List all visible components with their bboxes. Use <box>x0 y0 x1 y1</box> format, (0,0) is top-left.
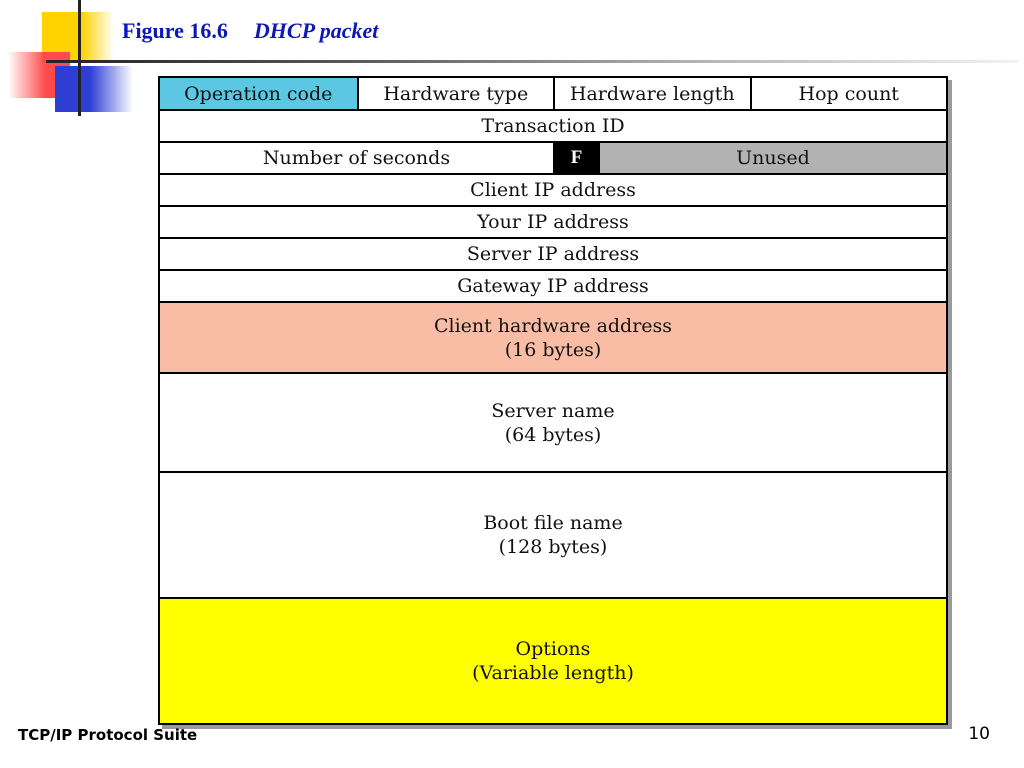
field-transaction-id: Transaction ID <box>481 115 625 137</box>
dhcp-packet-diagram <box>158 76 948 725</box>
packet-row-transaction-id <box>160 111 946 143</box>
field-your-ip-address: Your IP address <box>477 211 629 233</box>
client-hardware-address-size: (16 bytes) <box>504 338 602 361</box>
figure-number: Figure 16.6 <box>122 18 228 43</box>
field-operation-code: Operation code <box>160 78 357 109</box>
field-server-ip-address: Server IP address <box>466 243 640 265</box>
field-hop-count: Hop count <box>750 78 947 109</box>
server-name-label: Server name <box>491 399 615 422</box>
boot-file-name-label: Boot file name <box>483 512 623 534</box>
field-boot-file-name <box>160 473 946 597</box>
field-client-hardware-address <box>160 303 946 372</box>
slide-page-number: 10 <box>968 724 990 744</box>
header-divider-line <box>46 60 1018 63</box>
field-options <box>160 599 946 723</box>
figure-title: DHCP packet <box>253 18 379 43</box>
packet-row-boot-file-name <box>160 473 946 599</box>
field-gateway-ip-address: Gateway IP address <box>457 275 649 297</box>
boot-file-name-size: (128 bytes) <box>498 536 608 558</box>
packet-row-server-ip <box>160 239 946 271</box>
options-size: (Variable length) <box>472 662 634 684</box>
logo-blue-block <box>55 66 133 112</box>
client-hardware-address-label: Client hardware address <box>433 314 673 337</box>
field-hardware-length: Hardware length <box>553 78 750 109</box>
footer-suite-name: TCP/IP Protocol Suite <box>18 726 198 744</box>
packet-row-gateway-ip <box>160 271 946 303</box>
logo-vertical-line <box>78 0 81 116</box>
server-name-size: (64 bytes) <box>504 423 602 446</box>
options-label: Options <box>515 638 591 660</box>
field-hardware-type: Hardware type <box>357 78 554 109</box>
field-number-of-seconds: Number of seconds <box>262 147 451 169</box>
field-server-name <box>160 374 946 471</box>
packet-row-client-hardware-address <box>160 303 946 374</box>
slide-title <box>122 18 378 44</box>
field-client-ip-address: Client IP address <box>470 179 636 201</box>
packet-row-header-fields <box>160 78 946 111</box>
field-unused: Unused <box>598 143 946 173</box>
field-flag: F <box>553 143 598 173</box>
packet-row-options <box>160 599 946 723</box>
packet-row-your-ip <box>160 207 946 239</box>
packet-row-seconds-flags <box>160 143 946 175</box>
packet-row-server-name <box>160 374 946 473</box>
packet-row-client-ip <box>160 175 946 207</box>
